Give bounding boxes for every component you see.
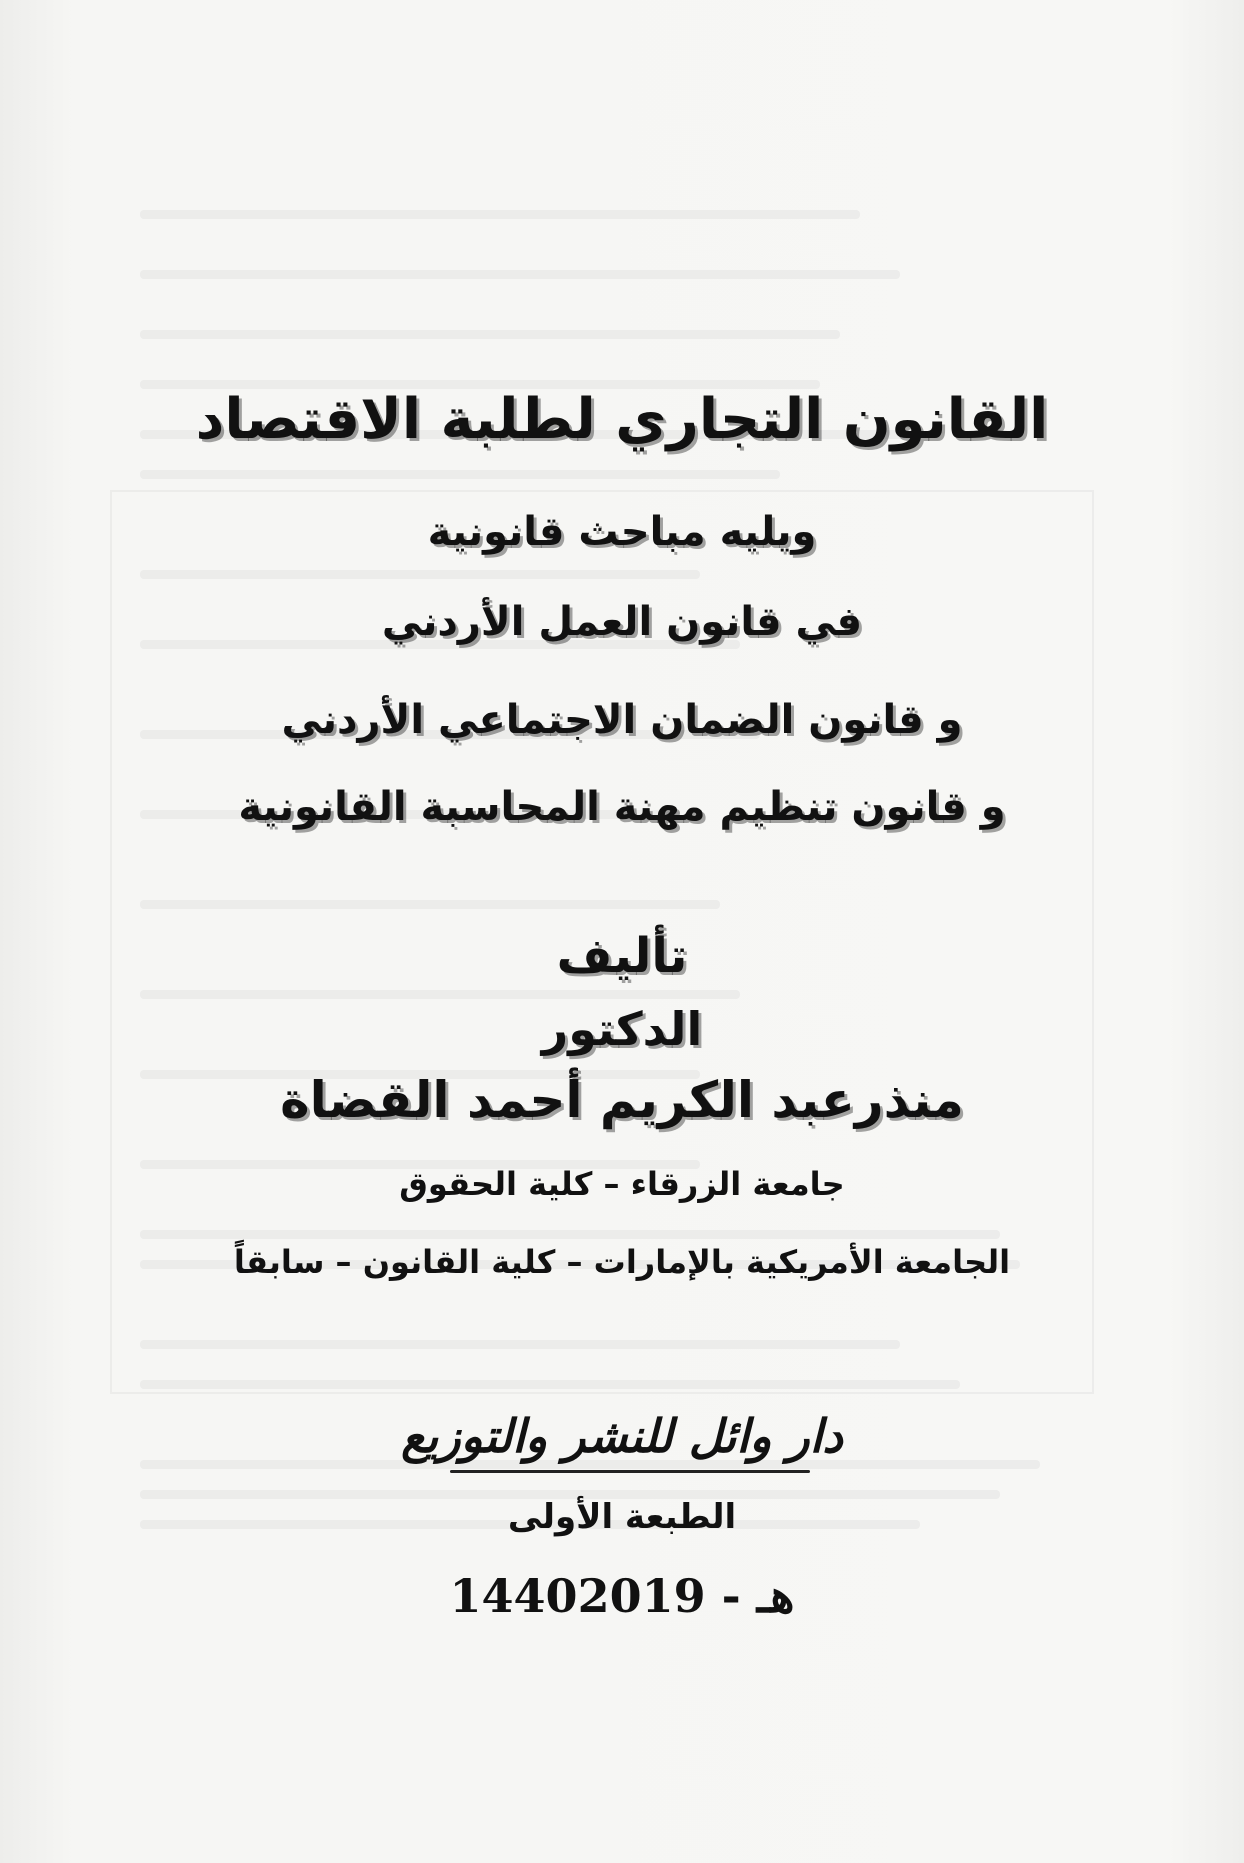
author-name: منذرعبد الكريم أحمد القضاة (280, 1071, 964, 1129)
edition-label: الطبعة الأولى (507, 1497, 737, 1537)
topic-line: في قانون العمل الأردني (381, 599, 863, 645)
author-title: الدكتور (541, 1002, 703, 1056)
book-title: القانون التجاري لطلبة الاقتصاد (195, 387, 1049, 452)
affiliation-current: جامعة الزرقاء – كلية الحقوق (399, 1165, 845, 1203)
publication-year: 1440هـ - 2019 (449, 1569, 795, 1623)
affiliation-former: الجامعة الأمريكية بالإمارات – كلية القانون – سابقاً (233, 1243, 1011, 1281)
topic-line: و قانون تنظيم مهنة المحاسبة القانونية (238, 784, 1006, 830)
authored-label: تأليف (556, 928, 688, 984)
book-subtitle: ويليه مباحث قانونية (427, 509, 817, 555)
publisher-logo: دار وائل للنشر والتوزيع (401, 1409, 843, 1463)
topic-line: و قانون الضمان الاجتماعي الأردني (281, 697, 963, 743)
publisher-logo-underline (450, 1470, 810, 1473)
